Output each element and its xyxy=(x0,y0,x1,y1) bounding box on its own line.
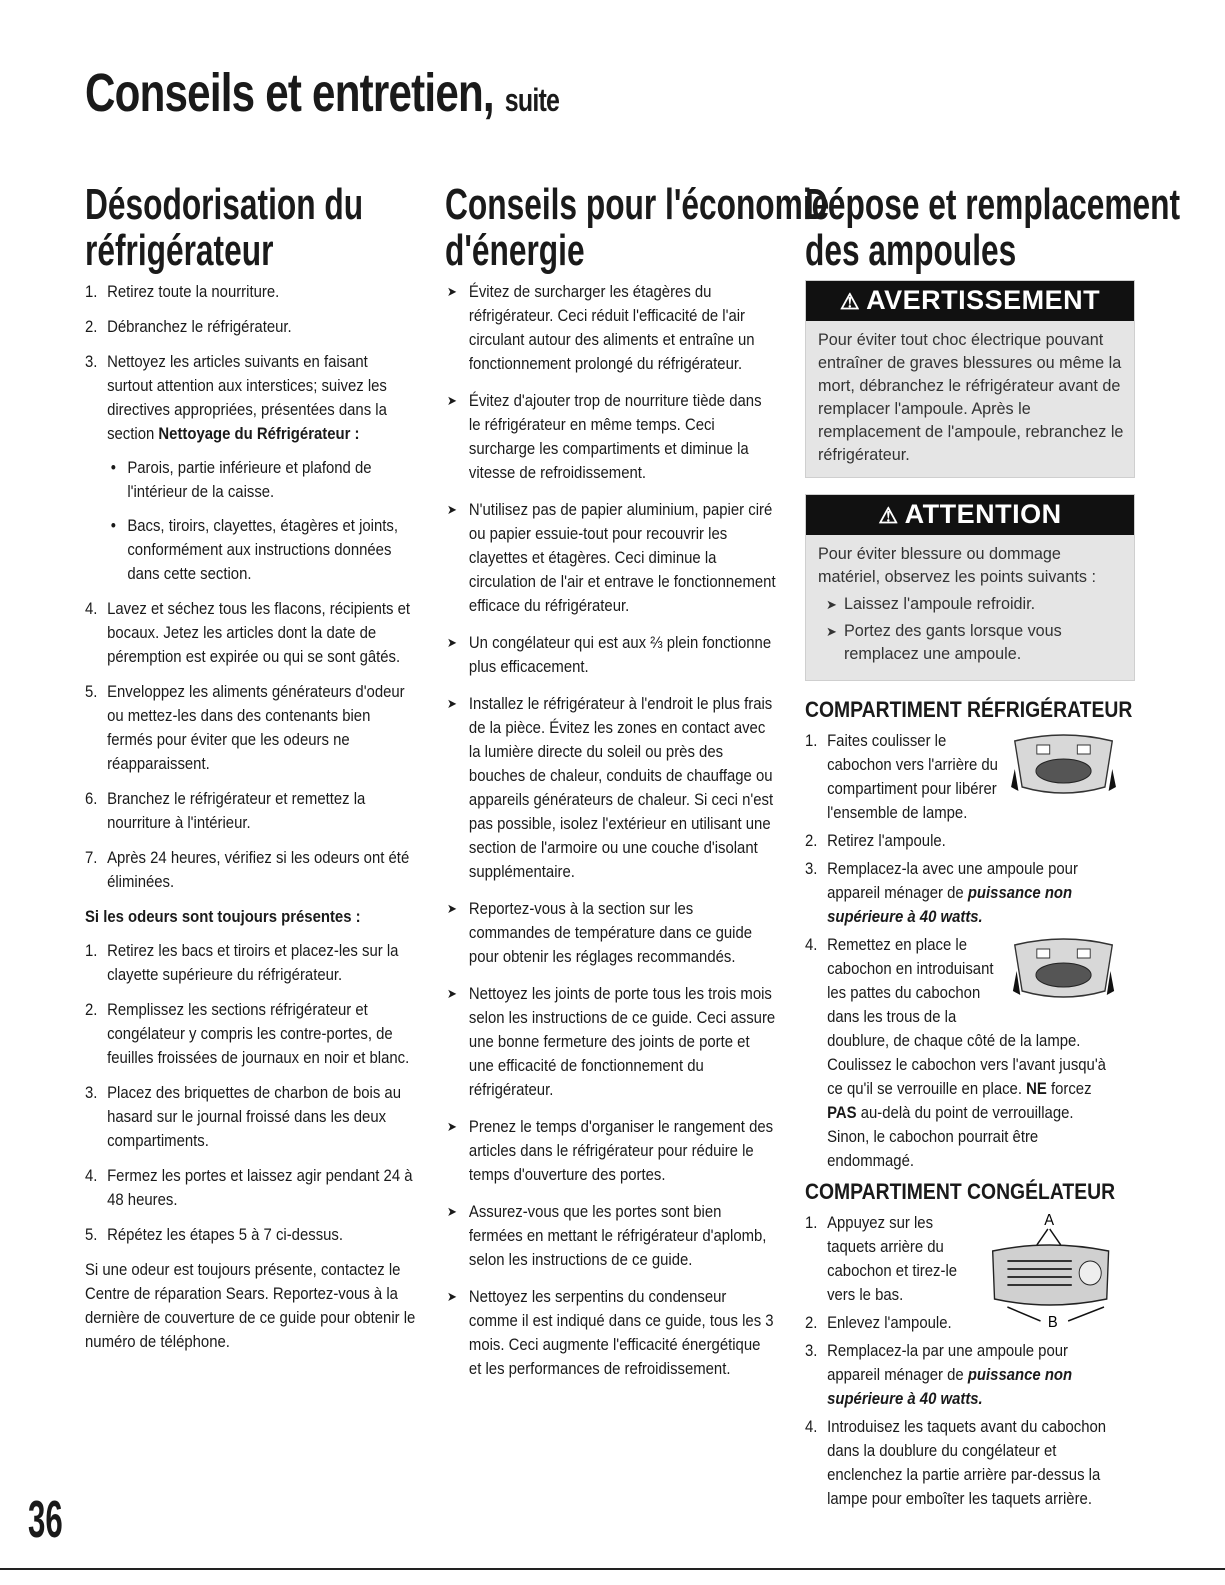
list-item: 1. Appuyez sur les taquets arrière du cabochon et tirez-le vers le bas. xyxy=(805,1214,958,1304)
warning-box xyxy=(805,280,1135,478)
arrow-icon: ➤ xyxy=(826,597,837,612)
fridge-steps-body xyxy=(805,729,1118,1173)
title-text: Conseils et entretien, xyxy=(85,63,494,123)
list-item: ➤ Un congélateur qui est aux ⅔ plein fonctionne plus efficacement. xyxy=(445,631,776,679)
arrow-icon: ➤ xyxy=(446,696,457,711)
heading-line-1: Conseils pour l'économie xyxy=(445,180,830,229)
list-item: 7. Après 24 heures, vérifiez si les odeurs ont été éliminées. xyxy=(85,849,410,891)
arrow-icon: ➤ xyxy=(446,986,457,1001)
heading-line-2: d'énergie xyxy=(445,226,585,275)
bottom-divider xyxy=(0,1568,1225,1570)
list-item: 3. Remplacez-la avec une ampoule pour appareil ménager de puissance non supérieure à 40 watts. xyxy=(805,860,1078,926)
list-item: 2. Débranchez le réfrigérateur. xyxy=(85,318,292,336)
title-suffix: suite xyxy=(504,82,560,118)
odor-subheading: Si les odeurs sont toujours présentes : xyxy=(85,908,361,926)
fridge-compartment-heading: COMPARTIMENT RÉFRIGÉRATEUR xyxy=(805,697,1133,722)
arrow-icon: ➤ xyxy=(446,635,457,650)
list-item: ➤ Reportez-vous à la section sur les commandes de température dans ce guide pour obtenir les réglages recommandés. xyxy=(445,897,776,969)
arrow-icon: ➤ xyxy=(446,393,457,408)
list-item: 4. Introduisez les taquets avant du cabochon dans la doublure du congélateur et enclenchez la partie arrière par-dessus la lampe pour emboîter les taquets arrière. xyxy=(805,1418,1107,1508)
list-item: ➤ Nettoyez les serpentins du condenseur comme il est indiqué dans ce guide, tous les 3 mois. Ceci augmente l'efficacité énergétique et les performances de refroidissement. xyxy=(445,1285,776,1381)
deodorizing-steps xyxy=(85,280,416,894)
caution-banner: ⚠ ATTENTION xyxy=(806,495,1134,535)
caution-text: Pour éviter blessure ou dommage matériel, observez les points suivants : xyxy=(818,545,1097,586)
list-item: 4. Fermez les portes et laissez agir pendant 24 à 48 heures. xyxy=(85,1167,413,1209)
list-item: 1. Retirez toute la nourriture. xyxy=(85,283,280,301)
caution-body xyxy=(806,535,1134,680)
column-deodorizing xyxy=(85,182,415,1354)
page-title xyxy=(85,62,927,124)
list-item: 3. Nettoyez les articles suivants en faisant surtout attention aux interstices; suivez les directives appropriées, présentées dans la section Nettoyage du Réfrigérateur : • Parois, partie inférieure et plafond de l'intérieur de la caisse. • Bacs, tiroirs, clayettes, étagères et joints, conformément aux instructions données dans cette section. xyxy=(85,350,416,586)
arrow-icon: ➤ xyxy=(446,1289,457,1304)
list-item: ➤ Nettoyez les joints de porte tous les trois mois selon les instructions de ce guide. Ceci assure une bonne fermeture des joints de porte et une efficacité de fonctionnement du réfrigérateur. xyxy=(445,982,776,1102)
light-cover-tabs-illustration xyxy=(1009,933,1118,1005)
list-item: 1. Retirez les bacs et tiroirs et placez-les sur la clayette supérieure du réfrigérateur. xyxy=(85,942,399,984)
label-a: A xyxy=(1044,1211,1055,1230)
column-bulbs xyxy=(805,180,1181,1515)
section-heading-energy xyxy=(445,180,830,275)
heading-line-1: Désodorisation du xyxy=(85,180,364,229)
list-item: • Parois, partie inférieure et plafond de l'intérieur de la caisse. xyxy=(107,456,416,504)
list-item: 2. Remplissez les sections réfrigérateur et congélateur y compris les contre-portes, de feuilles froissées de journaux en noir et blanc. xyxy=(85,1001,410,1067)
list-item: ➤ Installez le réfrigérateur à l'endroit le plus frais de la pièce. Évitez les zones en contact avec la lumière directe du soleil ou près des bouches de chaleur, conduits de chauffage ou appareils générateurs de chaleur. Si ceci n'est pas possible, isolez l'extérieur en utilisant une section de l'armoire ou une couche d'isolant supplémentaire. xyxy=(445,692,776,884)
freezer-compartment-heading: COMPARTIMENT CONGÉLATEUR xyxy=(805,1179,1116,1204)
list-item: • Bacs, tiroirs, clayettes, étagères et joints, conformément aux instructions données dans cette section. xyxy=(107,514,416,586)
list-item: ➤ Évitez d'ajouter trop de nourriture tiède dans le réfrigérateur en même temps. Ceci surcharge les compartiments et diminue la vitesse de refroidissement. xyxy=(445,389,776,485)
deodorizing-body xyxy=(85,280,416,1354)
energy-tips-list xyxy=(445,280,776,1381)
list-item: 3. Remplacez-la par une ampoule pour appareil ménager de puissance non supérieure à 40 watts. xyxy=(805,1342,1073,1408)
section-heading-deodorizing xyxy=(85,180,364,275)
list-item: 5. Répétez les étapes 5 à 7 ci-dessus. xyxy=(85,1226,344,1244)
list-item: ➤ Prenez le temps d'organiser le rangement des articles dans le réfrigérateur pour réduire le temps d'ouverture des portes. xyxy=(445,1115,776,1187)
arrow-icon: ➤ xyxy=(446,284,457,299)
label-b: B xyxy=(1047,1313,1058,1329)
list-item: 4. Remettez en place le cabochon en introduisant les pattes du cabochon dans les trous de la doublure, de chaque côté de la lampe. Coulissez le cabochon vers l'avant jusqu'à ce qu'il se verrouille en place. NE forcez PAS au-delà du point de verrouillage. Sinon, le cabochon pourrait être endommagé. xyxy=(805,933,1118,1173)
list-item: 5. Enveloppez les aliments générateurs d'odeur ou mettez-les dans des contenants bien fermés pour éviter que les odeurs ne réapparaissent. xyxy=(85,683,405,773)
caution-list xyxy=(818,593,1124,666)
arrow-icon: ➤ xyxy=(446,1204,457,1219)
list-item: 4. Lavez et séchez tous les flacons, récipients et bocaux. Jetez les articles dont la date de péremption est expirée ou qui se sont gâtés. xyxy=(85,600,411,666)
heading-line-2: des ampoules xyxy=(805,226,1017,275)
list-item: ➤ Portez des gants lorsque vous remplacez une ampoule. xyxy=(826,622,1062,663)
warning-triangle-icon: ⚠ xyxy=(839,289,861,314)
heading-line-1: Dépose et remplacement xyxy=(805,180,1181,229)
arrow-icon: ➤ xyxy=(446,502,457,517)
freezer-steps-body xyxy=(805,1211,1118,1511)
list-item: 6. Branchez le réfrigérateur et remettez la nourriture à l'intérieur. xyxy=(85,790,366,832)
list-item: ➤ Laissez l'ampoule refroidir. xyxy=(818,593,1124,616)
cleaning-bullets xyxy=(107,456,416,586)
list-item: 1. Faites coulisser le cabochon vers l'arrière du compartiment pour libérer l'ensemble de lampe. xyxy=(805,729,1118,825)
list-item: 3. Placez des briquettes de charbon de bois au hasard sur le journal froissé dans les deux compartiments. xyxy=(85,1084,401,1150)
list-item: 2. Retirez l'ampoule. xyxy=(805,832,946,850)
arrow-icon: ➤ xyxy=(446,1119,457,1134)
light-cover-illustration xyxy=(1009,729,1118,801)
heading-line-2: réfrigérateur xyxy=(85,226,274,275)
list-item: ➤ Évitez de surcharger les étagères du réfrigérateur. Ceci réduit l'efficacité de l'air circulant autour des aliments et entraîne un fonctionnement prolongé du réfrigérateur. xyxy=(445,280,776,376)
caution-box xyxy=(805,494,1135,681)
arrow-icon: ➤ xyxy=(446,901,457,916)
section-heading-bulbs xyxy=(805,180,1181,275)
section-reference: Nettoyage du Réfrigérateur : xyxy=(158,425,360,443)
page-number: 36 xyxy=(28,1491,63,1549)
fridge-steps xyxy=(805,729,1118,1173)
arrow-icon: ➤ xyxy=(826,624,837,639)
warning-banner: ⚠ AVERTISSEMENT xyxy=(806,281,1134,321)
list-item: ➤ Assurez-vous que les portes sont bien fermées en mettant le réfrigérateur d'aplomb, selon les instructions de ce guide. xyxy=(445,1200,776,1272)
page-header xyxy=(85,62,1165,124)
column-energy-tips xyxy=(445,180,830,1394)
warning-text: Pour éviter tout choc électrique pouvant entraîner de graves blessures ou même la mort, débranchez le réfrigérateur avant de remplacer l'ampoule. Après le remplacement de l'ampoule, rebranchez le réfrigérateur. xyxy=(818,331,1124,464)
energy-body xyxy=(445,280,776,1381)
list-item: ➤ N'utilisez pas de papier aluminium, papier ciré ou papier essuie-tout pour recouvrir les clayettes et étagères. Ceci diminue la circulation de l'air et entrave le fonctionnement efficace du réfrigérateur. xyxy=(445,498,776,618)
warning-triangle-icon: ⚠ xyxy=(878,503,899,528)
list-item: 2. Enlevez l'ampoule. xyxy=(805,1314,952,1332)
closing-paragraph: Si une odeur est toujours présente, contactez le Centre de réparation Sears. Reportez-vous à la dernière de couverture de ce guide pour obtenir le numéro de téléphone. xyxy=(85,1261,416,1351)
freezer-steps xyxy=(805,1211,1118,1511)
odor-steps xyxy=(85,939,416,1247)
